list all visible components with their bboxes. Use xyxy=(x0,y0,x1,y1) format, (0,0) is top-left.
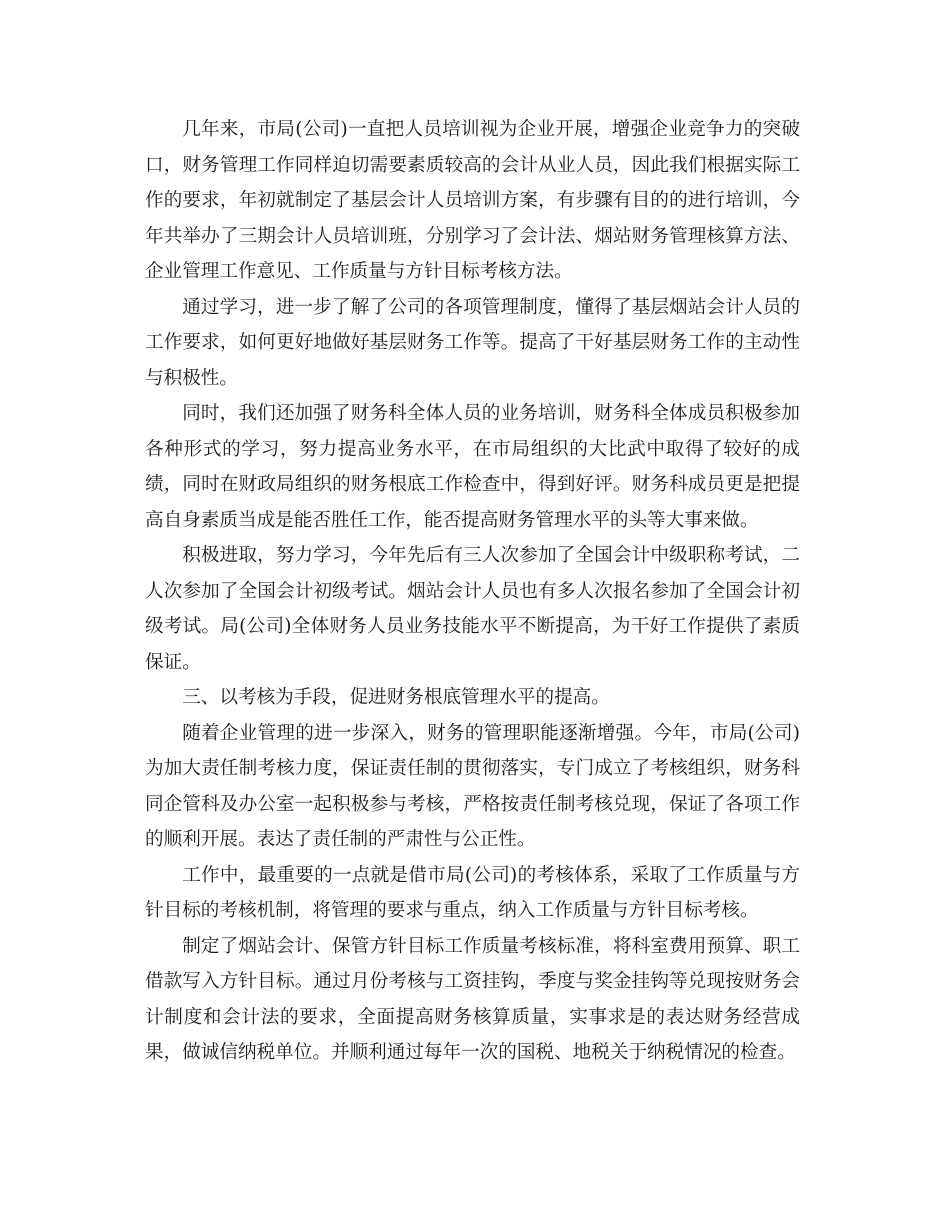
section-heading-assessment: 三、以考核为手段，促进财务根底管理水平的提高。 xyxy=(182,687,610,708)
paragraph-responsibility-assessment: 随着企业管理的进一步深入，财务的管理职能逐渐增强。今年，市局(公司)为加大责任制考核力度，保证责任制的贯彻落实，专门成立了考核组织，财务科同企管科及办公室一起积极参与考核，严格按责任制考核兑现，保证了各项工作的顺利开展。表达了责任制的严肃性与公正性。 xyxy=(145,722,800,850)
paragraph-assessment-system: 工作中，最重要的一点就是借市局(公司)的考核体系，采取了工作质量与方针目标的考核机制，将管理的要求与重点，纳入工作质量与方针目标考核。 xyxy=(145,864,800,921)
paragraph-staff-training: 同时，我们还加强了财务科全体人员的业务培训，财务科全体成员积极参加各种形式的学习，努力提高业务水平，在市局组织的大比武中取得了较好的成绩，同时在财政局组织的财务根底工作检查中，得到好评。财务科成员更是把提高自身素质当成是能否胜任工作，能否提高财务管理水平的头等大事来做。 xyxy=(145,403,800,531)
paragraph-learning-results: 通过学习，进一步了解了公司的各项管理制度，懂得了基层烟站会计人员的工作要求，如何更好地做好基层财务工作等。提高了干好基层财务工作的主动性与积极性。 xyxy=(145,296,800,389)
paragraph-training-overview: 几年来，市局(公司)一直把人员培训视为企业开展，增强企业竞争力的突破口，财务管理工作同样迫切需要素质较高的会计从业人员，因此我们根据实际工作的要求，年初就制定了基层会计人员培训方案，有步骤有目的的进行培训，今年共举办了三期会计人员培训班，分别学习了会计法、烟站财务管理核算方法、企业管理工作意见、工作质量与方针目标考核方法。 xyxy=(145,119,800,282)
paragraph-standards: 制定了烟站会计、保管方针目标工作质量考核标准，将科室费用预算、职工借款写入方针目标。通过月份考核与工资挂钩，季度与奖金挂钩等兑现按财务会计制度和会计法的要求，全面提高财务核算质量，实事求是的表达财务经营成果，做诚信纳税单位。并顺利通过每年一次的国税、地税关于纳税情况的检查。 xyxy=(145,935,800,1063)
document-body xyxy=(145,112,800,1071)
paragraph-exams: 积极进取，努力学习，今年先后有三人次参加了全国会计中级职称考试，二人次参加了全国会计初级考试。烟站会计人员也有多人次报名参加了全国会计初级考试。局(公司)全体财务人员业务技能水平不断提高，为干好工作提供了素质保证。 xyxy=(145,545,800,673)
